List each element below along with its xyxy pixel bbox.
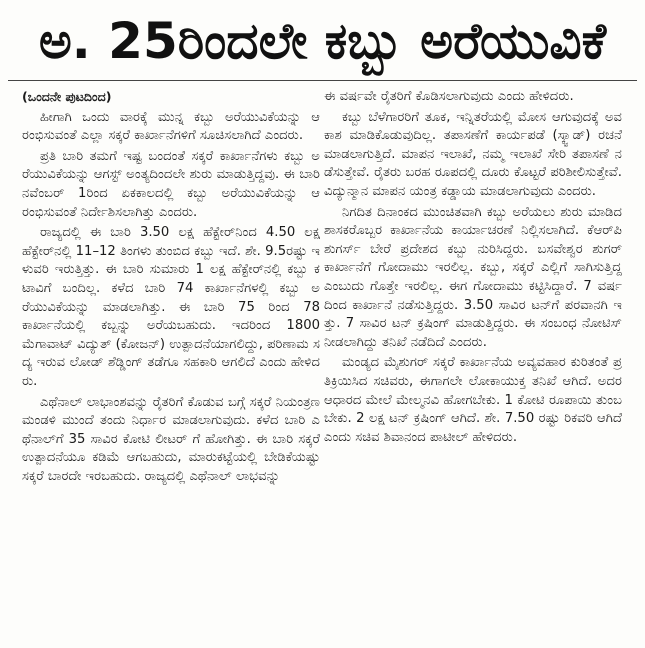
paragraph: ಎಥೆನಾಲ್ ಲಾಭಾಂಶವನ್ನು ರೈತರಿಗೆ ಕೊಡುವ ಬಗ್ಗೆ ಸಕ್ಕರೆ ನಿಯಂತ್ರಣ ಮಂಡಳಿ ಮುಂದೆ ತಂದು ನಿರ್ಧಾರ ಮಾಡಲಾಗುವುದು. ಕಳೆದ ಬಾರಿ ಎಥೆನಾಲ್‌ಗೆ 35 ಸಾವಿರ ಕೋಟಿ ಲೀಟರ್ ಗೆ ಹೋಗಿತ್ತು. ಈ ಬಾರಿ ಸಕ್ಕರೆ ಉತ್ಪಾದನೆಯೂ ಕಡಿಮೆ ಆಗಬಹುದು, ಮಾರುಕಟ್ಟೆಯಲ್ಲಿ ಬೇಡಿಕೆಯಷ್ಟು ಸಕ್ಕರೆ ಬಾರದೇ ಇರಬಹುದು. ರಾಜ್ಯದಲ್ಲಿ ಎಥೆನಾಲ್ ಲಾಭವನ್ನು [22,394,320,484]
paragraph: ಮಂಡ್ಯದ ಮೈಶುಗರ್ ಸಕ್ಕರೆ ಕಾರ್ಖಾನೆಯ ಅವ್ಯವಹಾರ ಕುರಿತಂತೆ ಪ್ರತಿಕ್ರಿಯಿಸಿದ ಸಚಿವರು, ಈಗಾಗಲೇ ಲೋಕಾಯುಕ್ತ ತನಿಖೆ ಆಗಿದೆ. ಅದರ ಆಧಾರದ ಮೇಲೆ ಮೇಲ್ಮನವಿ ಹೋಗಬೇಕು. 1 ಕೋಟಿ ರೂಪಾಯಿ ತುಂಬಬೇಕು. 2 ಲಕ್ಷ ಟನ್ ಕ್ರಷಿಂಗ್ ಆಗಿದೆ. ಶೇ. 7.50 ರಷ್ಟು ರಿಕವರಿ ಆಗಿದೆ ಎಂದು ಸಚಿವ ಶಿವಾನಂದ ಪಾಟೀಲ್ ಹೇಳಿದರು. [324,355,622,445]
paragraph: ಹೀಗಾಗಿ ಒಂದು ವಾರಕ್ಕೆ ಮುನ್ನ ಕಬ್ಬು ಅರೆಯುವಿಕೆಯನ್ನು ಆರಂಭಿಸುವಂತೆ ಎಲ್ಲಾ ಸಕ್ಕರೆ ಕಾರ್ಖಾನೆಗಳಿಗೆ ಸೂಚಿಸಲಾಗಿದೆ ಎಂದರು. [22,109,320,144]
paragraph: ಪ್ರತಿ ಬಾರಿ ತಮಗೆ ಇಷ್ಟ ಬಂದಂತೆ ಸಕ್ಕರೆ ಕಾರ್ಖಾನೆಗಳು ಕಬ್ಬು ಅರೆಯುವಿಕೆಯನ್ನು ಆಗಸ್ಟ್ ಅಂತ್ಯದಿಂದಲೇ ಶುರು ಮಾಡುತ್ತಿದ್ದವು. ಈ ಬಾರಿ ನವೆಂಬರ್ 1ರಿಂದ ಏಕಕಾಲದಲ್ಲಿ ಕಬ್ಬು ಅರೆಯುವಿಕೆಯನ್ನು ಆರಂಭಿಸುವಂತೆ ನಿರ್ದೇಶಿಸಲಾಗಿತ್ತು ಎಂದರು. [22,148,320,220]
headline-divider [8,80,637,81]
paragraph: ಈ ವರ್ಷವೇ ರೈತರಿಗೆ ಕೊಡಿಸಲಾಗುವುದು ಎಂದು ಹೇಳಿದರು. [324,89,574,104]
paragraph: ರಾಜ್ಯದಲ್ಲಿ ಈ ಬಾರಿ 3.50 ಲಕ್ಷ ಹೆಕ್ಟೇರ್‌ನಿಂದ 4.50 ಲಕ್ಷ ಹೆಕ್ಟೇರ್‌ನಲ್ಲಿ 11–12 ತಿಂಗಳು ತುಂಬಿದ ಕಬ್ಬು ಇದೆ. ಶೇ. 9.5ರಷ್ಟು ಇಳುವರಿ ಇರುತ್ತಿತ್ತು. ಈ ಬಾರಿ ಸುಮಾರು 1 ಲಕ್ಷ ಹೆಕ್ಟೇರ್‌ನಲ್ಲಿ ಕಬ್ಬು ಕಟಾವಿಗೆ ಬಂದಿಲ್ಲ. ಕಳೆದ ಬಾರಿ 74 ಕಾರ್ಖಾನೆಗಳಲ್ಲಿ ಕಬ್ಬು ಅರೆಯುವಿಕೆಯನ್ನು ಮಾಡಲಾಗಿತ್ತು. ಈ ಬಾರಿ 75 ರಿಂದ 78 ಕಾರ್ಖಾನೆಯಲ್ಲಿ ಕಬ್ಬನ್ನು ಅರೆಯಬಹುದು. ಇದರಿಂದ 1800 ಮೆಗಾವಾಟ್ ವಿದ್ಯುತ್ (ಕೋಜನ್) ಉತ್ಪಾದನೆಯಾಗಲಿದ್ದು, ಪರಿಣಾಮ ಸದ್ಯ ಇರುವ ಲೋಡ್ ಶೆಡ್ಡಿಂಗ್ ತಡೆಗೂ ಸಹಕಾರಿ ಆಗಲಿದೆ ಎಂದು ಹೇಳಿದರು. [22,225,320,389]
paragraph: ಕಬ್ಬು ಬೆಳೆಗಾರರಿಗೆ ತೂಕ, ಇನ್ನಿತರೆಯಲ್ಲಿ ಮೋಸ ಆಗುವುದಕ್ಕೆ ಅವಕಾಶ ಮಾಡಿಕೊಡುವುದಿಲ್ಲ. ತಪಾಸಣೆಗೆ ಕಾರ್ಯಪಡೆ (ಸ್ಕ್ವಾಡ್) ರಚನೆ ಮಾಡಲಾಗುತ್ತಿದೆ. ಮಾಪನ ಇಲಾಖೆ, ನಮ್ಮ ಇಲಾಖೆ ಸೇರಿ ತಪಾಸಣೆ ನಡೆಸುತ್ತೇವೆ. ರೈತರು ಬರಹ ರೂಪದಲ್ಲಿ ದೂರು ಕೊಟ್ಟರೆ ಪರಿಶೀಲಿಸುತ್ತೇವೆ. ವಿದ್ಯುನ್ಮಾನ ಮಾಪನ ಯಂತ್ರ ಕಡ್ಡಾಯ ಮಾಡಲಾಗುವುದು ಎಂದರು. [324,109,622,199]
headline: ಅ. 25ರಿಂದಲೇ ಕಬ್ಬು ಅರೆಯುವಿಕೆ [38,12,607,70]
right-column [324,88,622,644]
continuation-note: (ಒಂದನೇ ಪುಟದಿಂದ) [22,89,112,104]
paragraph: ನಿಗದಿತ ದಿನಾಂಕದ ಮುಂಚಿತವಾಗಿ ಕಬ್ಬು ಅರೆಯಲು ಶುರು ಮಾಡಿದ ಶಾಸಕರೊಬ್ಬರ ಕಾರ್ಖಾನೆಯ ಕಾರ್ಯಾಚರಣೆ ನಿಲ್ಲಿಸಲಾಗಿದೆ. ಕೆಆರ್‌ಪಿ ಶುಗರ್ಸ್ ಬೇರೆ ಪ್ರದೇಶದ ಕಬ್ಬು ನುರಿಸಿದ್ದರು. ಬಸವೇಶ್ವರ ಶುಗರ್ ಕಾರ್ಖಾನೆಗೆ ಗೋದಾಮು ಇರಲಿಲ್ಲ. ಕಬ್ಬು, ಸಕ್ಕರೆ ಎಲ್ಲಿಗೆ ಸಾಗಿಸುತ್ತಿದ್ದ ಎಂಬುದು ಗೊತ್ತೇ ಇರಲಿಲ್ಲ. ಈಗ ಗೋದಾಮು ಕಟ್ಟಿಸಿದ್ದಾರೆ. 7 ವರ್ಷದಿಂದ ಕಾರ್ಖಾನೆ ನಡೆಸುತ್ತಿದ್ದರು. 3.50 ಸಾವಿರ ಟನ್‌ಗೆ ಪರವಾನಗಿ ಇತ್ತು. 7 ಸಾವಿರ ಟನ್ ಕ್ರಷಿಂಗ್ ಮಾಡುತ್ತಿದ್ದರು. ಈ ಸಂಬಂಧ ನೋಟಿಸ್ ನೀಡಲಾಗಿದ್ದು ತನಿಖೆ ನಡೆದಿದೆ ಎಂದರು. [324,204,622,350]
left-column [22,88,320,644]
